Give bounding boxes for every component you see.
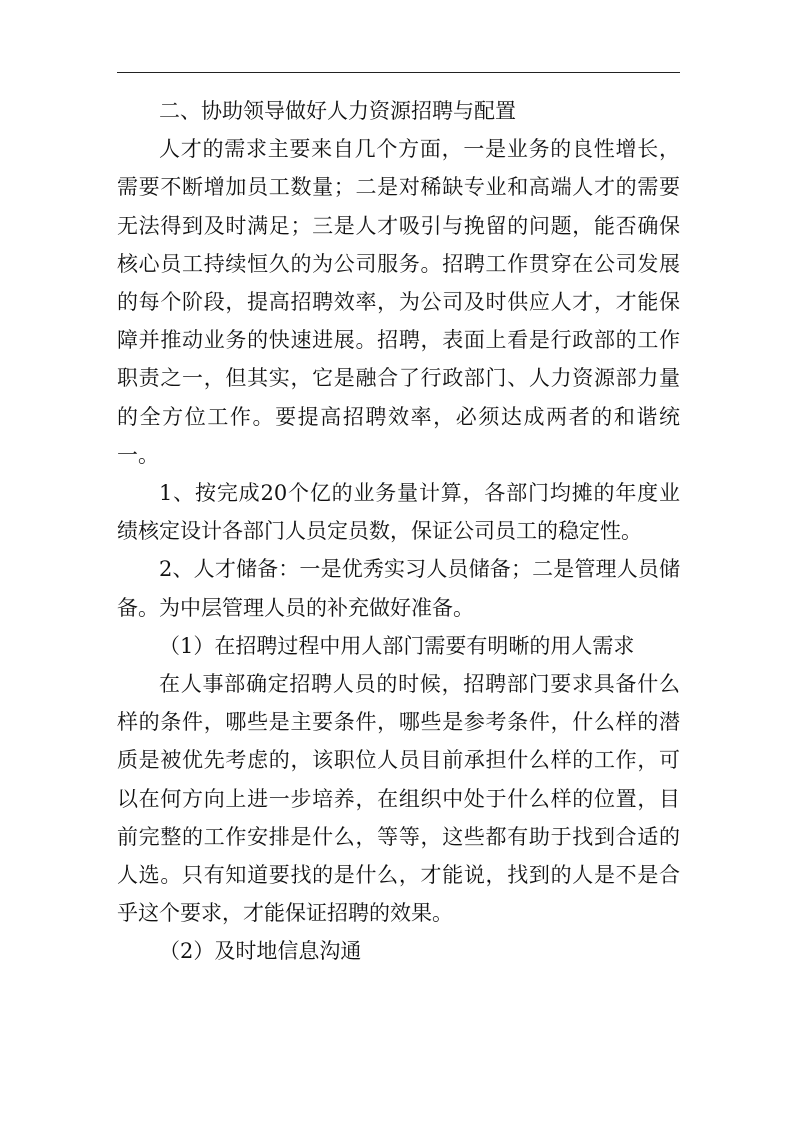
body-paragraph: 人才的需求主要来自几个方面，一是业务的良性增长，需要不断增加员工数量；二是对稀缺专业和高端人才的需要无法得到及时满足；三是人才吸引与挽留的问题，能否确保核心员工持续恒久的为公司服务。招聘工作贯穿在公司发展的每个阶段，提高招聘效率，为公司及时供应人才，才能保障并推动业务的快速进展。招聘，表面上看是行政部的工作职责之一，但其实，它是融合了行政部门、人力资源部力量的全方位工作。要提高招聘效率，必须达成两者的和谐统一。	[117, 137, 680, 467]
body-paragraph: 在人事部确定招聘人员的时候，招聘部门要求具备什么样的条件，哪些是主要条件，哪些是参考条件，什么样的潜质是被优先考虑的，该职位人员目前承担什么样的工作，可以在何方向上进一步培养，在组织中处于什么样的位置，目前完整的工作安排是什么，等等，这些都有助于找到合适的人选。只有知道要找的是什么，才能说，找到的人是不是合乎这个要求，才能保证招聘的效果。	[117, 672, 680, 926]
list-item: 1、按完成20个亿的业务量计算，各部门均摊的年度业绩核定设计各部门人员定员数，保证公司员工的稳定性。	[117, 481, 680, 544]
subheading: （2）及时地信息沟通	[159, 939, 362, 964]
document-body	[117, 92, 680, 971]
list-item: 2、人才储备：一是优秀实习人员储备；二是管理人员储备。为中层管理人员的补充做好准备。	[117, 557, 680, 620]
subheading: （1）在招聘过程中用人部门需要有明晰的用人需求	[159, 633, 635, 658]
header-rule	[117, 72, 680, 73]
section-heading: 二、协助领导做好人力资源招聘与配置	[159, 99, 516, 123]
